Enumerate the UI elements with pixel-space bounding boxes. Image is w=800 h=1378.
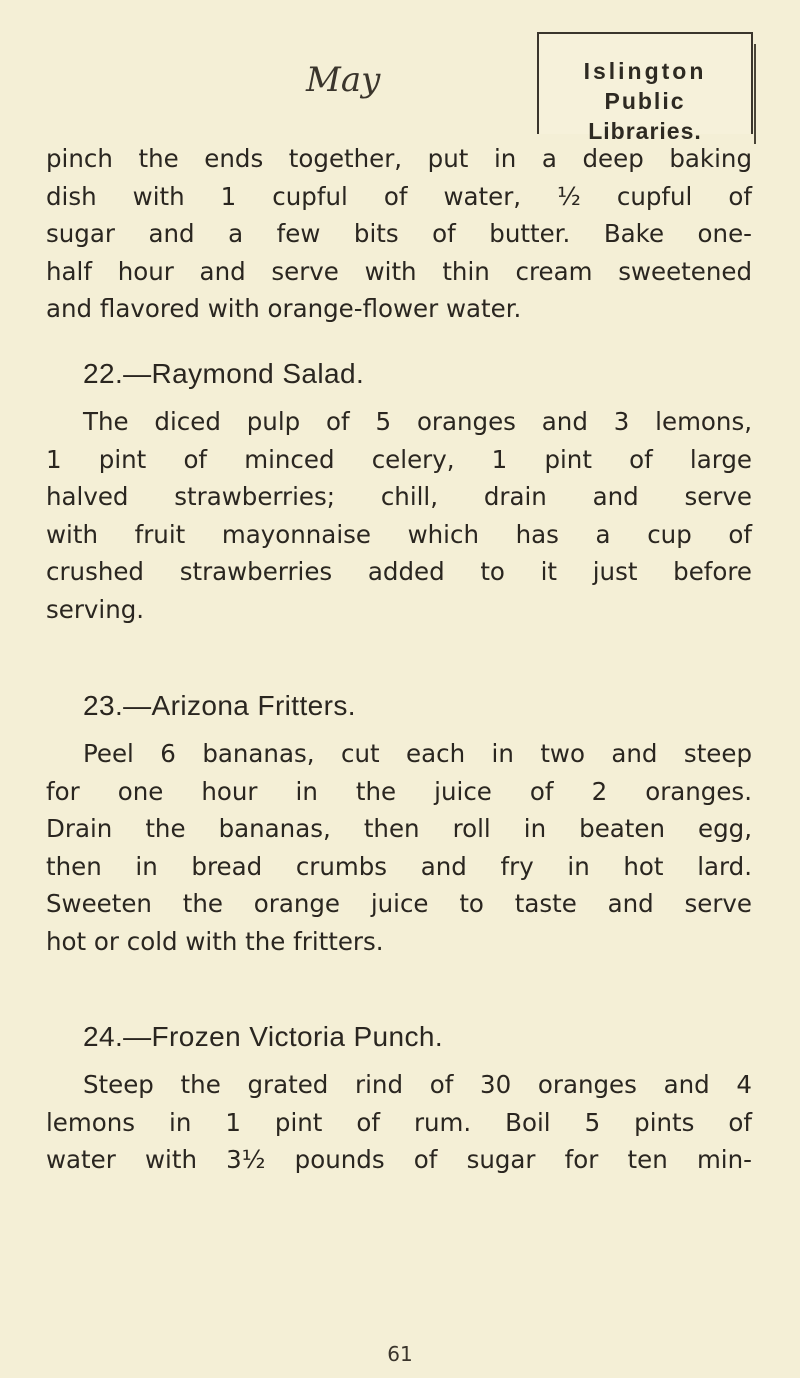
- recipe-paragraph: [46, 735, 752, 960]
- intro-paragraph: [46, 140, 752, 328]
- text-line: Drain the bananas, then roll in beaten egg,: [46, 814, 752, 843]
- stamp-line-2: Public: [604, 88, 686, 114]
- text-line: halved strawberries; chill, drain and serve: [46, 482, 752, 511]
- text-line: serving.: [46, 594, 145, 624]
- recipe-heading: 23.—Arizona Fritters.: [83, 690, 356, 721]
- text-line: crushed strawberries added to it just before: [46, 557, 752, 586]
- text-line: and flavored with orange-flower water.: [46, 294, 522, 323]
- stamp-line-1: Islington: [583, 58, 707, 84]
- page-number: 61: [387, 1342, 413, 1366]
- text-line: half hour and serve with thin cream sweetened: [46, 256, 752, 286]
- text-line: pinch the ends together, put in a deep baking: [46, 144, 752, 173]
- text-line: then in bread crumbs and fry in hot lard.: [46, 851, 752, 881]
- recipe-heading: 24.—Frozen Victoria Punch.: [83, 1021, 444, 1052]
- text-line: 1 pint of minced celery, 1 pint of large: [46, 444, 752, 474]
- library-stamp: [537, 32, 753, 144]
- recipe-heading: 22.—Raymond Salad.: [83, 358, 365, 389]
- text-line: lemons in 1 pint of rum. Boil 5 pints of: [46, 1107, 752, 1137]
- text-line: Sweeten the orange juice to taste and serve: [46, 889, 752, 918]
- text-line: with fruit mayonnaise which has a cup of: [46, 519, 752, 549]
- text-line: The diced pulp of 5 oranges and 3 lemons,: [83, 407, 752, 436]
- running-head: May: [306, 60, 381, 100]
- stamp-shadow-edge: [754, 44, 756, 144]
- recipe-paragraph: [46, 403, 752, 628]
- text-line: sugar and a few bits of butter. Bake one-: [46, 219, 752, 248]
- recipe-paragraph: [46, 1066, 752, 1179]
- text-line: hot or cold with the fritters.: [46, 926, 384, 956]
- stamp-line-3: Libraries.: [588, 118, 702, 144]
- text-line: for one hour in the juice of 2 oranges.: [46, 776, 752, 806]
- text-line: dish with 1 cupful of water, ½ cupful of: [46, 181, 752, 211]
- text-line: water with 3½ pounds of sugar for ten min-: [46, 1145, 752, 1174]
- text-line: Steep the grated rind of 30 oranges and 4: [83, 1070, 752, 1099]
- text-line: Peel 6 bananas, cut each in two and steep: [83, 739, 752, 768]
